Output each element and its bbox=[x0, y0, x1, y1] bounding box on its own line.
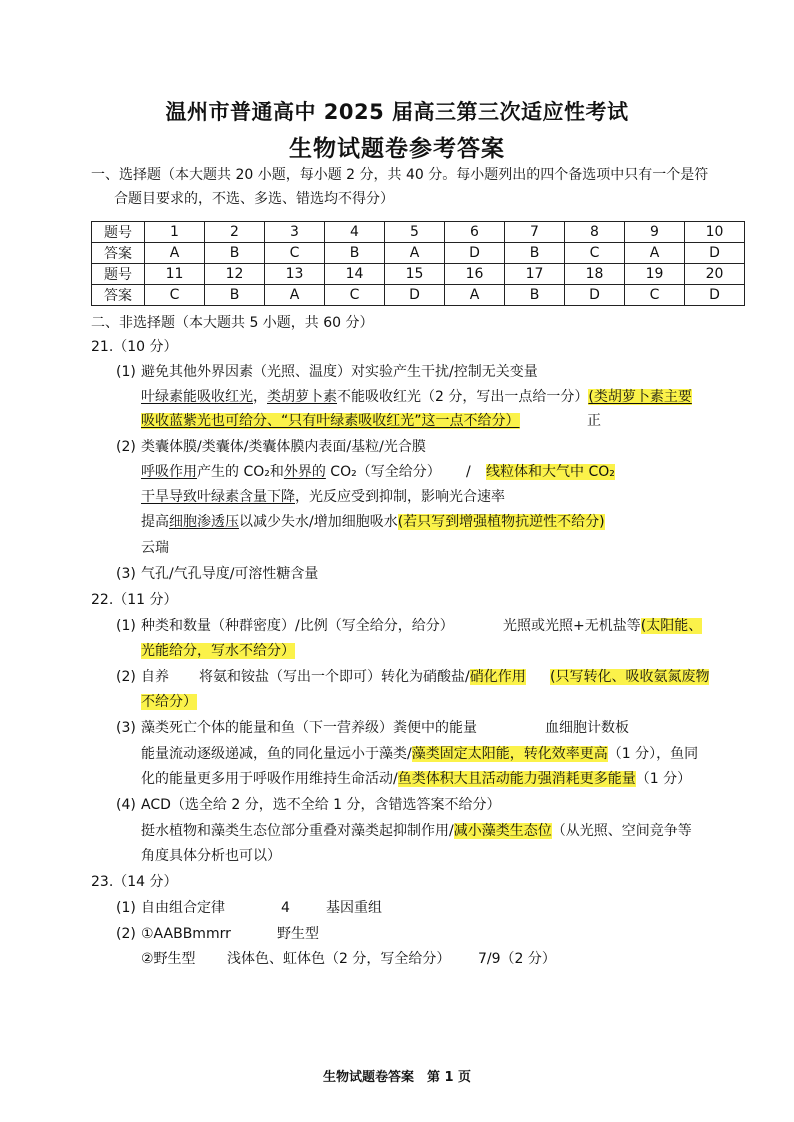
q23-part2-answer2: 野生型 bbox=[277, 926, 319, 942]
q23-part1-answer1: 自由组合定律 bbox=[141, 900, 225, 916]
answer-table-row-questions-2 bbox=[92, 264, 745, 285]
q23-part2-answer1: ①AABBmmrr bbox=[141, 926, 231, 942]
answer-text: 干旱导致叶绿素含量下降 bbox=[141, 489, 295, 505]
q22-part2-answer1: 自养 bbox=[141, 669, 169, 685]
highlighted-note: 不给分） bbox=[141, 694, 197, 710]
table-cell: 11 bbox=[145, 264, 205, 285]
table-cell: A bbox=[625, 243, 685, 264]
q23-part2-answer4: 浅体色、虹体色（2 分，写全给分） bbox=[227, 951, 451, 967]
q21-part2-line2 bbox=[141, 463, 441, 481]
q21-part3-number: (3) bbox=[116, 566, 136, 582]
q21-part2-line5: 云瑞 bbox=[141, 540, 169, 556]
table-cell: C bbox=[625, 285, 685, 306]
table-cell: D bbox=[385, 285, 445, 306]
answer-text: 能量流动逐级递减，鱼的同化量远小于藻类/ bbox=[141, 746, 412, 762]
answer-text: 产生的 CO₂和 bbox=[197, 464, 284, 480]
q22-part1-number: (1) bbox=[116, 618, 136, 634]
q22-part4-line1: ACD（选全给 2 分，选不全给 1 分，含错选答案不给分） bbox=[141, 797, 501, 813]
table-cell: B bbox=[325, 243, 385, 264]
answer-text: 类胡萝卜素 bbox=[267, 389, 337, 405]
table-cell: 7 bbox=[505, 222, 565, 243]
table-cell: 19 bbox=[625, 264, 685, 285]
answer-text: 外界的 bbox=[283, 464, 326, 480]
table-cell: D bbox=[565, 285, 625, 306]
table-cell: A bbox=[265, 285, 325, 306]
q23-part1-number: (1) bbox=[116, 900, 136, 916]
q21-part1-number: (1) bbox=[116, 364, 136, 380]
answer-text: （从光照、空间竞争等 bbox=[551, 823, 692, 839]
highlighted-note: 线粒体和大气中 CO₂ bbox=[486, 464, 615, 480]
q23-part2-number: (2) bbox=[116, 926, 136, 942]
q21-part1-handwritten-mark: 正 bbox=[587, 413, 601, 429]
answer-table-row-questions-1 bbox=[92, 222, 745, 243]
highlighted-note: (若只写到增强植物抗逆性不给分) bbox=[397, 514, 605, 530]
table-cell: 答案 bbox=[92, 243, 145, 264]
q22-part2-line2 bbox=[141, 693, 197, 711]
table-cell: 1 bbox=[145, 222, 205, 243]
highlighted-note: 光能给分，写水不给分） bbox=[141, 643, 295, 659]
table-cell: 18 bbox=[565, 264, 625, 285]
table-cell: A bbox=[385, 243, 445, 264]
table-cell: 3 bbox=[265, 222, 325, 243]
highlighted-note: 硝化作用 bbox=[469, 669, 526, 685]
answer-text: 细胞渗透压 bbox=[169, 514, 239, 530]
q23-part1-answer3: 基因重组 bbox=[326, 900, 382, 916]
q21-part2-alt-answer bbox=[486, 463, 615, 481]
q22-part3-number: (3) bbox=[116, 720, 136, 736]
highlighted-note: 吸收蓝紫光也可给分、“只有叶绿素吸收红光”这一点不给分） bbox=[141, 413, 520, 429]
table-cell: 17 bbox=[505, 264, 565, 285]
answer-text: 以减少失水/增加细胞吸水 bbox=[239, 514, 398, 530]
highlighted-note: (类胡萝卜素主要 bbox=[588, 389, 692, 405]
q21-part2-line1: 类囊体膜/类囊体/类囊体膜内表面/基粒/光合膜 bbox=[141, 439, 426, 455]
table-cell: 16 bbox=[445, 264, 505, 285]
q21-part1-line2 bbox=[141, 388, 692, 406]
q21-part2-line4 bbox=[141, 513, 605, 531]
table-cell: B bbox=[205, 285, 265, 306]
page-footer: 生物试题卷答案 第 1 页 bbox=[322, 1070, 472, 1085]
table-cell: 12 bbox=[205, 264, 265, 285]
table-cell: 答案 bbox=[92, 285, 145, 306]
q22-part2-note bbox=[550, 668, 709, 686]
table-cell: 14 bbox=[325, 264, 385, 285]
q22-part2-line1 bbox=[199, 668, 526, 686]
answer-table-row-answers-1 bbox=[92, 243, 745, 264]
answer-text: 不能吸收红光（2 分，写出一点给一分） bbox=[337, 389, 589, 405]
table-cell: 15 bbox=[385, 264, 445, 285]
answer-text: 叶绿素能吸收红光 bbox=[141, 389, 253, 405]
section2-intro: 二、非选择题（本大题共 5 小题，共 60 分） bbox=[91, 315, 374, 331]
q22-part3-line1: 藻类死亡个体的能量和鱼（下一营养级）粪便中的能量 bbox=[141, 720, 477, 736]
q22-part4-line2 bbox=[141, 822, 692, 840]
table-cell: B bbox=[205, 243, 265, 264]
table-cell: 10 bbox=[685, 222, 745, 243]
q22-part1-line1: 种类和数量（种群密度）/比例（写全给分，给分） bbox=[141, 618, 454, 634]
table-cell: 6 bbox=[445, 222, 505, 243]
table-cell: 题号 bbox=[92, 264, 145, 285]
answer-text: （1 分），鱼同 bbox=[607, 746, 699, 762]
table-cell: C bbox=[265, 243, 325, 264]
table-cell: A bbox=[145, 243, 205, 264]
highlighted-note: 减小藻类生态位 bbox=[453, 823, 552, 839]
answer-text: 挺水植物和藻类生态位部分重叠对藻类起抑制作用/ bbox=[141, 823, 454, 839]
q22-part3-line2 bbox=[141, 745, 698, 763]
table-cell: 5 bbox=[385, 222, 445, 243]
exam-subtitle: 生物试题卷参考答案 bbox=[289, 136, 505, 162]
table-cell: 9 bbox=[625, 222, 685, 243]
answer-text: （1 分） bbox=[635, 771, 692, 787]
table-cell: B bbox=[505, 243, 565, 264]
highlighted-note: (太阳能、 bbox=[640, 618, 703, 634]
answer-table bbox=[91, 221, 745, 306]
q23-part1-answer2: 4 bbox=[281, 900, 290, 916]
q21-part2-line3 bbox=[141, 488, 505, 506]
q21-part3-line1: 气孔/气孔导度/可溶性糖含量 bbox=[141, 566, 319, 582]
answer-text: 化的能量更多用于呼吸作用维持生命活动/ bbox=[141, 771, 398, 787]
section1-intro-line2: 合题目要求的，不选、多选、错选均不得分） bbox=[114, 191, 394, 207]
answer-text: 将氨和铵盐（写出一个即可）转化为硝酸盐/ bbox=[199, 669, 470, 685]
answer-text: ，光反应受到抑制，影响光合速率 bbox=[295, 489, 505, 505]
q22-part1-line2 bbox=[141, 642, 295, 660]
table-cell: C bbox=[325, 285, 385, 306]
answer-text: 呼吸作用 bbox=[141, 464, 197, 480]
table-cell: 20 bbox=[685, 264, 745, 285]
q22-part3-answer2: 血细胞计数板 bbox=[545, 720, 629, 736]
q22-part4-number: (4) bbox=[116, 797, 136, 813]
table-cell: 13 bbox=[265, 264, 325, 285]
table-cell: C bbox=[145, 285, 205, 306]
answer-text: 提高 bbox=[141, 514, 169, 530]
highlighted-note: (只写转化、吸收氨氮废物 bbox=[550, 669, 710, 685]
section1-intro-line1: 一、选择题（本大题共 20 小题，每小题 2 分，共 40 分。每小题列出的四个备选项中只有一个是符 bbox=[91, 167, 709, 183]
q23-heading: 23.（14 分） bbox=[91, 874, 178, 890]
q22-heading: 22.（11 分） bbox=[91, 592, 178, 608]
q22-part2-number: (2) bbox=[116, 669, 136, 685]
highlighted-note: 鱼类体积大且活动能力强消耗更多能量 bbox=[397, 771, 636, 787]
q23-part2-answer5: 7/9（2 分） bbox=[478, 951, 556, 967]
table-cell: D bbox=[445, 243, 505, 264]
q22-part4-line3: 角度具体分析也可以） bbox=[141, 848, 281, 864]
answer-text: ， bbox=[253, 389, 267, 405]
q21-part1-line1: 避免其他外界因素（光照、温度）对实验产生干扰/控制无关变量 bbox=[141, 364, 538, 380]
table-cell: 4 bbox=[325, 222, 385, 243]
q23-part2-answer3: ②野生型 bbox=[141, 951, 196, 967]
table-cell: D bbox=[685, 243, 745, 264]
answer-text: 光照或光照+无机盐等 bbox=[503, 618, 641, 634]
exam-title: 温州市普通高中 2025 届高三第三次适应性考试 bbox=[165, 100, 629, 124]
table-cell: 2 bbox=[205, 222, 265, 243]
answer-table-row-answers-2 bbox=[92, 285, 745, 306]
q22-part3-line3 bbox=[141, 770, 691, 788]
table-cell: C bbox=[565, 243, 625, 264]
q22-part1-line1-answer bbox=[503, 617, 702, 635]
highlighted-note: 藻类固定太阳能，转化效率更高 bbox=[411, 746, 608, 762]
q21-part1-line3 bbox=[141, 412, 520, 430]
table-cell: B bbox=[505, 285, 565, 306]
table-cell: D bbox=[685, 285, 745, 306]
table-cell: 题号 bbox=[92, 222, 145, 243]
table-cell: A bbox=[445, 285, 505, 306]
q21-part2-separator: / bbox=[466, 464, 471, 480]
q21-part2-number: (2) bbox=[116, 439, 136, 455]
table-cell: 8 bbox=[565, 222, 625, 243]
answer-text: CO₂（写全给分） bbox=[325, 464, 441, 480]
q21-heading: 21.（10 分） bbox=[91, 339, 178, 355]
